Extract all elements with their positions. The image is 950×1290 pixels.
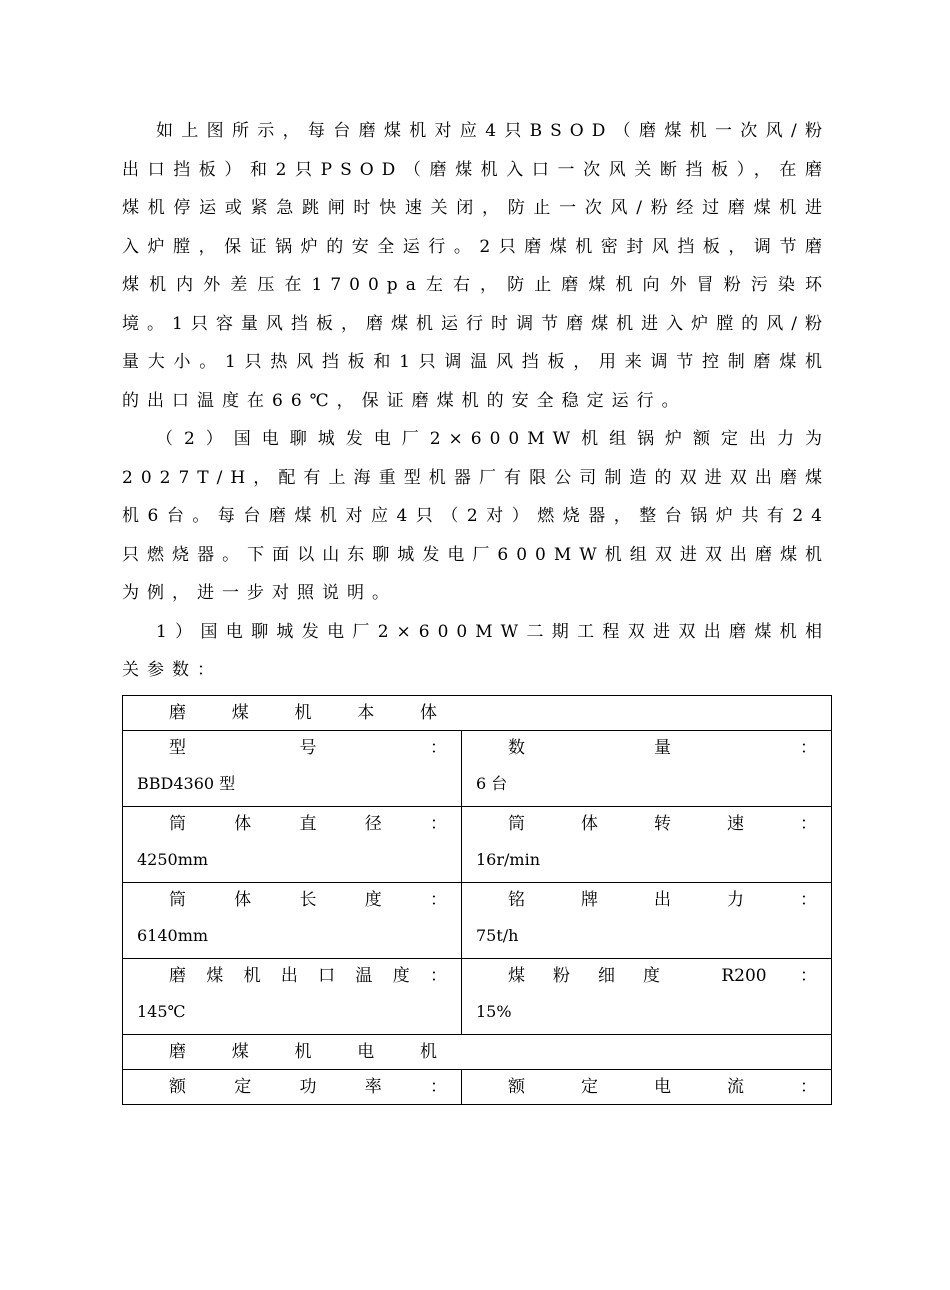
cell-value: 6 台 bbox=[476, 773, 508, 793]
table-section-row bbox=[123, 695, 832, 730]
cell-label: 筒体直径： bbox=[169, 813, 447, 834]
paragraph-plant-overview: （2）国电聊城发电厂2×600MW机组锅炉额定出力为2027T/H，配有上海重型机器厂有限公司制造的双进双出磨煤机6台。每台磨煤机对应4只（2对）燃烧器，整台锅炉共有24只燃烧器。下面以山东聊城发电厂600MW机组双进双出磨煤机为例，进一步对照说明。 bbox=[122, 429, 830, 603]
table-row bbox=[123, 958, 832, 1034]
cell-label: 磨煤机出口温度： bbox=[169, 965, 447, 986]
cell-value: 75t/h bbox=[476, 925, 519, 945]
paragraph-parameters-intro: 1）国电聊城发电厂2×600MW二期工程双进双出磨煤机相关参数： bbox=[122, 621, 830, 680]
cell-label: 额定电流： bbox=[508, 1076, 817, 1097]
cell-label: 铭牌出力： bbox=[508, 889, 817, 910]
table-row bbox=[123, 806, 832, 882]
cell-value: 4250mm bbox=[137, 849, 209, 869]
cell-value: 16r/min bbox=[476, 849, 540, 869]
cell-value: BBD4360 型 bbox=[137, 773, 236, 793]
paragraph-damper-description: 如上图所示，每台磨煤机对应4只BSOD（磨煤机一次风/粉出口挡板）和2只PSOD（磨煤机入口一次风关断挡板），在磨煤机停运或紧急跳闸时快速关闭，防止一次风/粉经过磨煤机进入炉膛，保证锅炉的安全运行。2只磨煤机密封风挡板，调节磨煤机内外差压在1700pa左右，防止磨煤机向外冒粉污染环境。1只容量风挡板，磨煤机运行时调节磨煤机进入炉膛的风/粉量大小。1只热风挡板和1只调温风挡板，用来调节控制磨煤机的出口温度在66℃，保证磨煤机的安全稳定运行。 bbox=[122, 121, 830, 411]
mill-parameters-table bbox=[122, 695, 832, 1105]
cell-label: 筒体长度： bbox=[169, 889, 447, 910]
cell-value: 15% bbox=[476, 1001, 512, 1021]
cell-value: 145℃ bbox=[137, 1001, 186, 1021]
cell-label: 型号： bbox=[169, 737, 447, 758]
section-title-mill-body: 磨煤机本体 bbox=[169, 702, 439, 723]
cell-label: 煤粉细度 R200 ： bbox=[508, 965, 817, 986]
cell-label: 筒体转速： bbox=[508, 813, 817, 834]
table-row bbox=[123, 882, 832, 958]
table-row bbox=[123, 1069, 832, 1104]
table-row bbox=[123, 730, 832, 806]
table-section-row bbox=[123, 1034, 832, 1069]
section-title-mill-motor: 磨煤机电机 bbox=[169, 1041, 439, 1062]
document-page bbox=[122, 112, 830, 1105]
cell-label: 数量： bbox=[508, 737, 817, 758]
cell-label: 额定功率： bbox=[169, 1076, 447, 1097]
cell-value: 6140mm bbox=[137, 925, 209, 945]
